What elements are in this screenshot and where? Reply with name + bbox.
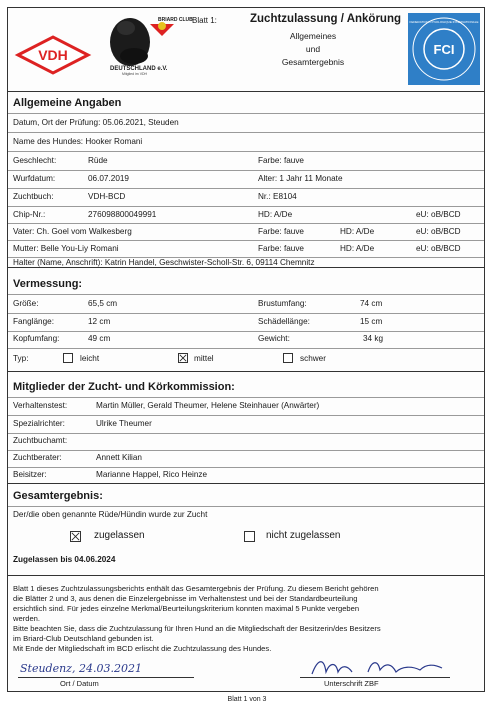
height-label: Größe: [13,299,39,308]
chest-label: Brustumfang: [258,299,307,308]
document-header [8,8,484,92]
type-medium-checkbox[interactable] [178,353,188,363]
briard-club-logo [100,12,193,76]
skull-length-label: Schädellänge: [258,317,310,326]
dam: Mutter: Belle You-Liy Romani [13,244,119,253]
subtitle-line-1: Allgemeines [289,31,337,41]
muzzle-length-value: 12 cm [88,317,111,326]
sire-eye-exam: eU: oB/BCD [416,227,461,236]
notice-line: Bitte beachten Sie, dass die Zuchtzulassung für Ihren Hund an die Mitgliedschaft der Besitzerin/des Besitzers [13,624,381,633]
document-frame [7,7,485,692]
place-date-label: Ort / Datum [60,679,99,688]
type-medium-label: mittel [194,354,214,363]
whelp-date-value: 06.07.2019 [88,174,129,183]
notice-line: werden. [13,614,41,623]
fci-logo-text: FCI [433,42,455,57]
section-commission-title: Mitglieder der Zucht- und Körkommission: [13,381,235,393]
not-approved-checkbox[interactable] [244,531,255,542]
age-value: Alter: 1 Jahr 11 Monate [258,174,343,183]
type-label: Typ: [13,354,29,363]
notice-line: ersichtlich sind. Für jedes einzelne Merkmal/Beurteilungskriterium konnten maximal 5 Punkte vergeben [13,604,360,613]
approved-until: Zugelassen bis 04.06.2024 [13,555,116,564]
studbook-value: VDH-BCD [88,192,126,201]
sire-color: Farbe: fauve [258,227,304,236]
sheet-label: Blatt 1: [192,16,217,25]
checkmark-x-icon [71,532,80,541]
handwritten-place-date: Steudenz, 24.03.2021 [20,662,142,675]
skull-length-value: 15 cm [360,317,383,326]
studbook-number: Nr.: E8104 [258,192,297,201]
vdh-logo [16,36,90,74]
fci-ring-text: FEDERATION CYNOLOGIQUE INTERNATIONALE [409,20,479,24]
exam-date-place: Datum, Ort der Prüfung: 05.06.2021, Steuden [13,118,179,127]
section-overall-title: Gesamtergebnis: [13,490,103,502]
owner: Halter (Name, Anschrift): Katrin Handel, Geschwister-Scholl-Str. 6, 09114 Chemnitz [13,258,315,267]
club-logo-top-text: BRIARD CLUB [158,17,193,23]
eye-exam-value: eU: oB/BCD [416,210,461,219]
studbook-office-label: Zuchtbuchamt: [13,436,68,445]
approved-label: zugelassen [94,530,145,541]
height-value: 65,5 cm [88,299,118,308]
sex-value: Rüde [88,156,108,165]
vdh-logo-text: VDH [38,47,68,63]
notice-line: im Briard-Club Deutschland gebunden ist. [13,634,154,643]
document-title: Zuchtzulassung / Ankörung [250,13,401,25]
approved-checkbox[interactable] [70,531,81,542]
head-circumference-value: 49 cm [88,334,111,343]
club-logo-small-text: Mitglied im VDH [122,72,148,76]
section-measurement [8,268,484,372]
behavior-test-label: Verhaltenstest: [13,401,68,410]
notice-line: Blatt 1 dieses Zuchtzulassungsberichts enthält das Gesamtergebnis der Prüfung. Zu diesem Bericht gehören [13,584,379,593]
document-subtitle [248,30,378,69]
section-overall-result [8,484,484,576]
subtitle-line-2: und [305,44,321,54]
dam-hd: HD: A/De [340,244,375,253]
signature-line [300,677,450,678]
chip-label: Chip-Nr.: [13,210,46,219]
whelp-date-label: Wurfdatum: [13,174,56,183]
subtitle-line-3: Gesamtergebnis [281,57,345,67]
notice-line: die Blätter 2 und 3, aus denen die Einzelergebnisse im Verhaltenstest und bei der Standardbeurteilung [13,594,358,603]
color-value: Farbe: fauve [258,156,304,165]
notice-text [13,584,381,654]
type-heavy-label: schwer [300,354,326,363]
sire-hd: HD: A/De [340,227,375,236]
checkmark-x-icon [179,354,187,362]
dam-eye-exam: eU: oB/BCD [416,244,461,253]
studbook-label: Zuchtbuch: [13,192,54,201]
special-judge-label: Spezialrichter: [13,419,65,428]
sex-label: Geschlecht: [13,156,57,165]
dog-name: Name des Hundes: Hooker Romani [13,137,143,146]
weight-value: 34 kg [363,334,384,343]
special-judge-value: Ulrike Theumer [96,419,152,428]
chip-value: 276098800049991 [88,210,157,219]
breeding-advisor-label: Zuchtberater: [13,453,62,462]
assessor-value: Marianne Happel, Rico Heinze [96,470,208,479]
section-measurement-title: Vermessung: [13,278,83,290]
weight-label: Gewicht: [258,334,290,343]
section-commission [8,372,484,484]
page-footer: Blatt 1 von 3 [227,696,267,703]
breeding-advisor-value: Annett Kilian [96,453,142,462]
section-general [8,92,484,268]
behavior-test-value: Martin Müller, Gerald Theumer, Helene Steinhauer (Anwärter) [96,401,320,410]
hd-value: HD: A/De [258,210,293,219]
not-approved-label: nicht zugelassen [266,530,341,541]
result-intro: Der/die oben genannte Rüde/Hündin wurde zur Zucht [13,510,208,519]
type-light-label: leicht [80,354,100,363]
club-logo-bottom-text: DEUTSCHLAND e.V. [110,66,168,72]
fci-logo [408,13,480,85]
type-light-checkbox[interactable] [63,353,73,363]
section-general-title: Allgemeine Angaben [13,97,122,109]
chest-value: 74 cm [360,299,383,308]
sire: Vater: Ch. Goel vom Walkesberg [13,227,132,236]
place-date-line [18,677,194,678]
dam-color: Farbe: fauve [258,244,304,253]
signature-label: Unterschrift ZBF [324,679,379,688]
assessor-label: Beisitzer: [13,470,47,479]
type-heavy-checkbox[interactable] [283,353,293,363]
head-circumference-label: Kopfumfang: [13,334,60,343]
notice-line: Mit Ende der Mitgliedschaft im BCD erlischt die Zuchtzulassung des Hundes. [13,644,272,653]
muzzle-length-label: Fanglänge: [13,317,54,326]
